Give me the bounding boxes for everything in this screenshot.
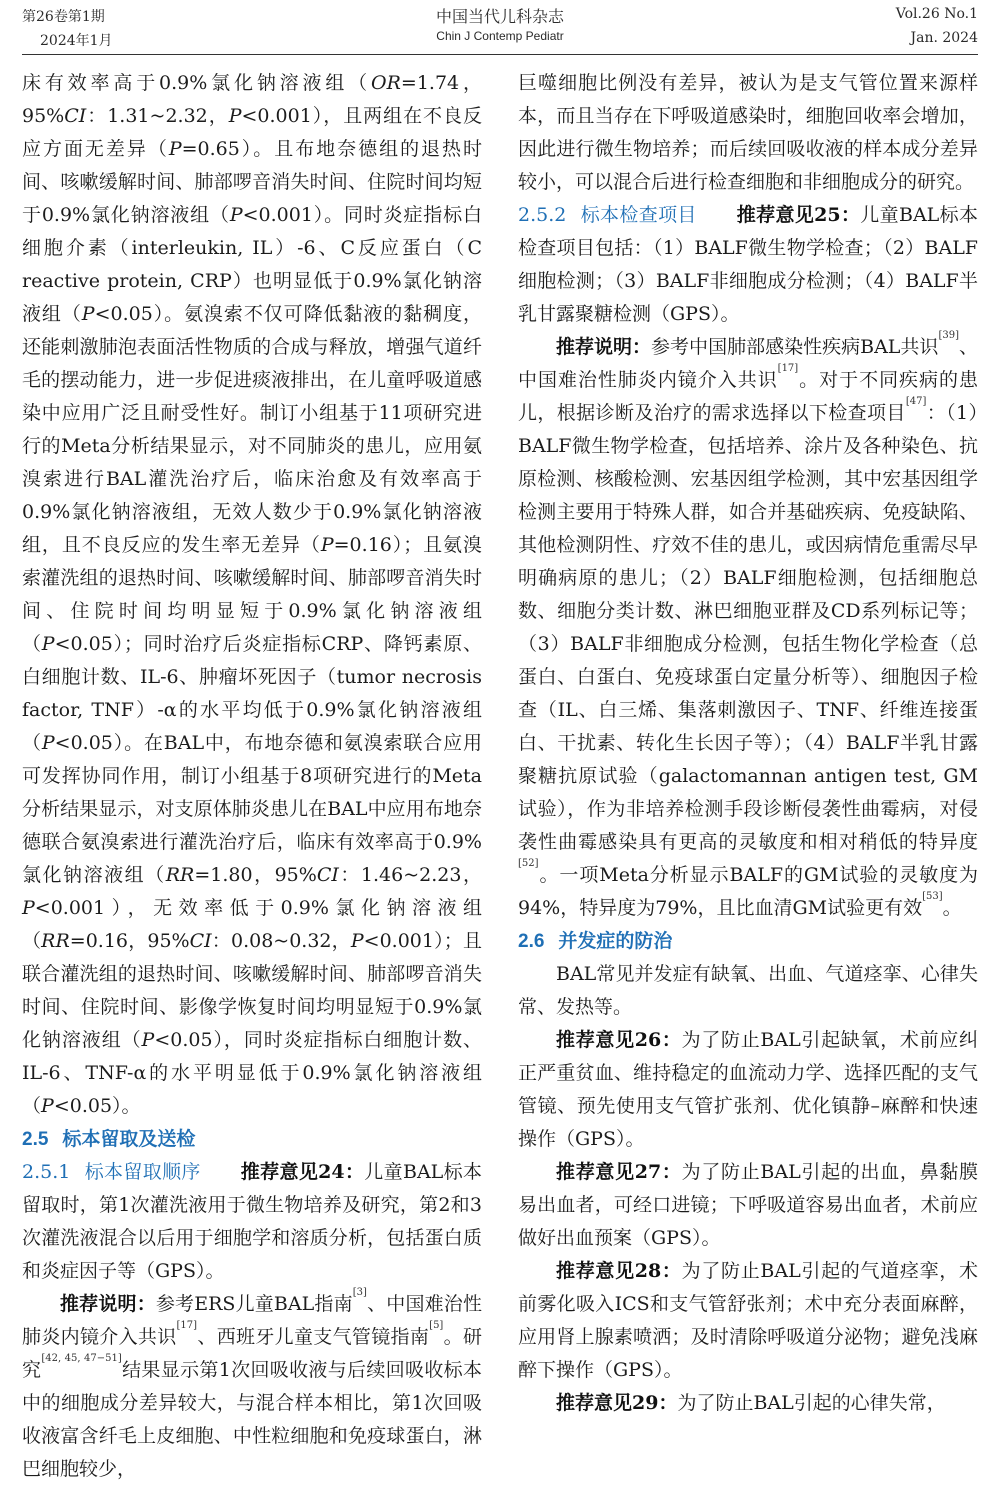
subsection-2-5-2: 2.5.2 标本检查项目 推荐意见25：儿童BAL标本检查项目包括：（1）BALF微生物学检查；（2）BALF细胞检测；（3）BALF非细胞成分检测；（4）BALF半乳甘露聚糖检测（GPS）。 bbox=[518, 204, 978, 325]
citation-ref: [47] bbox=[905, 396, 927, 407]
citation-ref: [3] bbox=[352, 1287, 367, 1298]
section-heading-2-6: 2.6 并发症的防治 bbox=[518, 931, 673, 952]
citation-ref: [17] bbox=[777, 363, 799, 374]
header-volume-issue-en: Vol.26 No.1 bbox=[895, 6, 978, 22]
section-heading-2-5: 2.5 标本留取及送检 bbox=[22, 1129, 196, 1150]
header-journal-title-en: Chin J Contemp Pediatr bbox=[436, 29, 564, 43]
subsection-2-5-1: 2.5.1 标本留取顺序 推荐意见24：儿童BAL标本留取时，第1次灌洗液用于微生物培养及研究，第2和3次灌洗液混合以后用于细胞学和溶质分析，包括蛋白质和炎症因子等（GPS）。 bbox=[22, 1161, 482, 1282]
citation-ref: [5] bbox=[429, 1320, 444, 1331]
citation-ref: [53] bbox=[922, 891, 943, 902]
running-header bbox=[0, 0, 1000, 58]
citation-ref: [17] bbox=[176, 1320, 198, 1331]
paragraph-efficacy: 床有效率高于0.9%氯化钠溶液组（OR=1.74，95%CI：1.31~2.32，P<0.001），且两组在不良反应方面无差异（P=0.65）。且布地奈德组的退热时间、咳嗽缓解时间、肺部啰音消失时间、住院时间均短于0.9%氯化钠溶液组（P<0.001）。同时炎症指标白细胞介素（interleukin, IL）-6、C反应蛋白（C reactive protein, CRP）也明显低于0.9%氯化钠溶液组（P<0.05）。氨溴索不仅可降低黏液的黏稠度，还能刺激肺泡表面活性物质的合成与释放，增强气道纤毛的摆动能力，进一步促进痰液排出，在儿童呼吸道感染中应用广泛且耐受性好。制订小组基于11项研究进行的Meta分析结果显示，对不同肺炎的患儿，应用氨溴索进行BAL灌洗治疗后，临床治愈及有效率高于0.9%氯化钠溶液组，无效人数少于0.9%氯化钠溶液组，且不良反应的发生率无差异（P=0.16）；且氨溴索灌洗组的退热时间、咳嗽缓解时间、肺部啰音消失时间、住院时间均明显短于0.9%氯化钠溶液组（P<0.05）；同时治疗后炎症指标CRP、降钙素原、白细胞计数、IL-6、肿瘤坏死因子（tumor necrosis factor, TNF）-α的水平均低于0.9%氯化钠溶液组（P<0.05）。在BAL中，布地奈德和氨溴索联合应用可发挥协同作用，制订小组基于8项研究进行的Meta分析结果显示，对支原体肺炎患儿在BAL中应用布地奈德联合氨溴索进行灌洗治疗后，临床有效率高于0.9%氯化钠溶液组（RR=1.80，95%CI：1.46~2.23，P<0.001），无效率低于0.9%氯化钠溶液组（RR=0.16，95%CI：0.08~0.32，P<0.001）；且联合灌洗组的退热时间、咳嗽缓解时间、肺部啰音消失时间、住院时间、影像学恢复时间均明显短于0.9%氯化钠溶液组（P<0.05），同时炎症指标白细胞计数、IL-6、TNF-α的水平明显低于0.9%氯化钠溶液组（P<0.05）。 bbox=[22, 72, 482, 1117]
complications-intro: BAL常见并发症有缺氧、出血、气道痉挛、心律失常、发热等。 bbox=[518, 963, 978, 1018]
header-volume-issue-cn: 第26卷第1期 bbox=[22, 9, 105, 25]
paragraph-continuation: 巨噬细胞比例没有差异，被认为是支气管位置来源样本，而且当存在下呼吸道感染时，细胞回收率会增加，因此进行微生物培养；而后续回吸收液的样本成分差异较小，可以混合后进行检查细胞和非细胞成分的研究。 bbox=[518, 72, 978, 193]
explanation-paragraph-left: 推荐说明：参考ERS儿童BAL指南[3]、中国难治性肺炎内镜介入共识[17]、西班牙儿童支气管镜指南[5]。研究[42, 45, 47−51]结果显示第1次回吸收液与后续回吸收标本中的细胞成分差异较大，与混合样本相比，第1次回吸收液富含纤毛上皮细胞、中性粒细胞和免疫球蛋白，淋巴细胞较少， bbox=[22, 1287, 482, 1480]
recommendation-25-label: 推荐意见25： bbox=[736, 204, 861, 226]
left-column bbox=[22, 67, 482, 1486]
explanation-paragraph-right: 推荐说明：参考中国肺部感染性疾病BAL共识[39]、中国难治性肺炎内镜介入共识[17]。对于不同疾病的患儿，根据诊断及治疗的需求选择以下检查项目[47]：（1）BALF微生物学检查，包括培养、涂片及各种染色、抗原检测、核酸检测、宏基因组学检测，其中宏基因组学检测主要用于特殊人群，如合并基础疾病、免疫缺陷、其他检测阴性、疗效不佳的患儿，或因病情危重需尽早明确病原的患儿；（2）BALF细胞检测，包括细胞总数、细胞分类计数、淋巴细胞亚群及CD系列标记等；（3）BALF非细胞成分检测，包括生物化学检查（总蛋白、白蛋白、免疫球蛋白定量分析等）、细胞因子检查（IL、白三烯、集落刺激因子、TNF、纤维连接蛋白、干扰素、转化生长因子等）；（4）BALF半乳甘露聚糖抗原试验（galactomannan antigen test, GM试验），作为非培养检测手段诊断侵袭性曲霉病，对侵袭性曲霉感染具有更高的灵敏度和相对稍低的特异度[52]。一项Meta分析显示BALF的GM试验的灵敏度为94%，特异度为79%，且比血清GM试验更有效[53]。 bbox=[518, 330, 978, 919]
recommendation-27: 推荐意见27：为了防止BAL引起的出血，鼻黏膜易出血者，可经口进镜；下呼吸道容易出血者，术前应做好出血预案（GPS）。 bbox=[518, 1161, 978, 1249]
recommendation-29: 推荐意见29：为了防止BAL引起的心律失常， bbox=[556, 1392, 946, 1414]
citation-ref: [42, 45, 47−51] bbox=[41, 1353, 122, 1364]
recommendation-28: 推荐意见28：为了防止BAL引起的气道痉挛，术前雾化吸入ICS和支气管舒张剂；术中充分表面麻醉，应用肾上腺素喷洒；及时清除呼吸道分泌物；避免浅麻醉下操作（GPS）。 bbox=[518, 1260, 978, 1381]
header-rule bbox=[22, 54, 978, 55]
recommendation-26: 推荐意见26：为了防止BAL引起缺氧，术前应纠正严重贫血、维持稳定的血流动力学、选择匹配的支气管镜、预先使用支气管扩张剂、优化镇静–麻醉和快速操作（GPS）。 bbox=[518, 1029, 978, 1150]
header-journal-title-cn: 中国当代儿科杂志 bbox=[435, 7, 564, 26]
recommendation-24-label: 推荐意见24： bbox=[240, 1161, 365, 1183]
header-date-en: Jan. 2024 bbox=[910, 30, 978, 46]
citation-ref: [52] bbox=[518, 858, 539, 869]
header-date-cn: 2024年1月 bbox=[40, 33, 113, 49]
citation-ref: [39] bbox=[938, 330, 959, 341]
right-column bbox=[518, 67, 978, 1420]
